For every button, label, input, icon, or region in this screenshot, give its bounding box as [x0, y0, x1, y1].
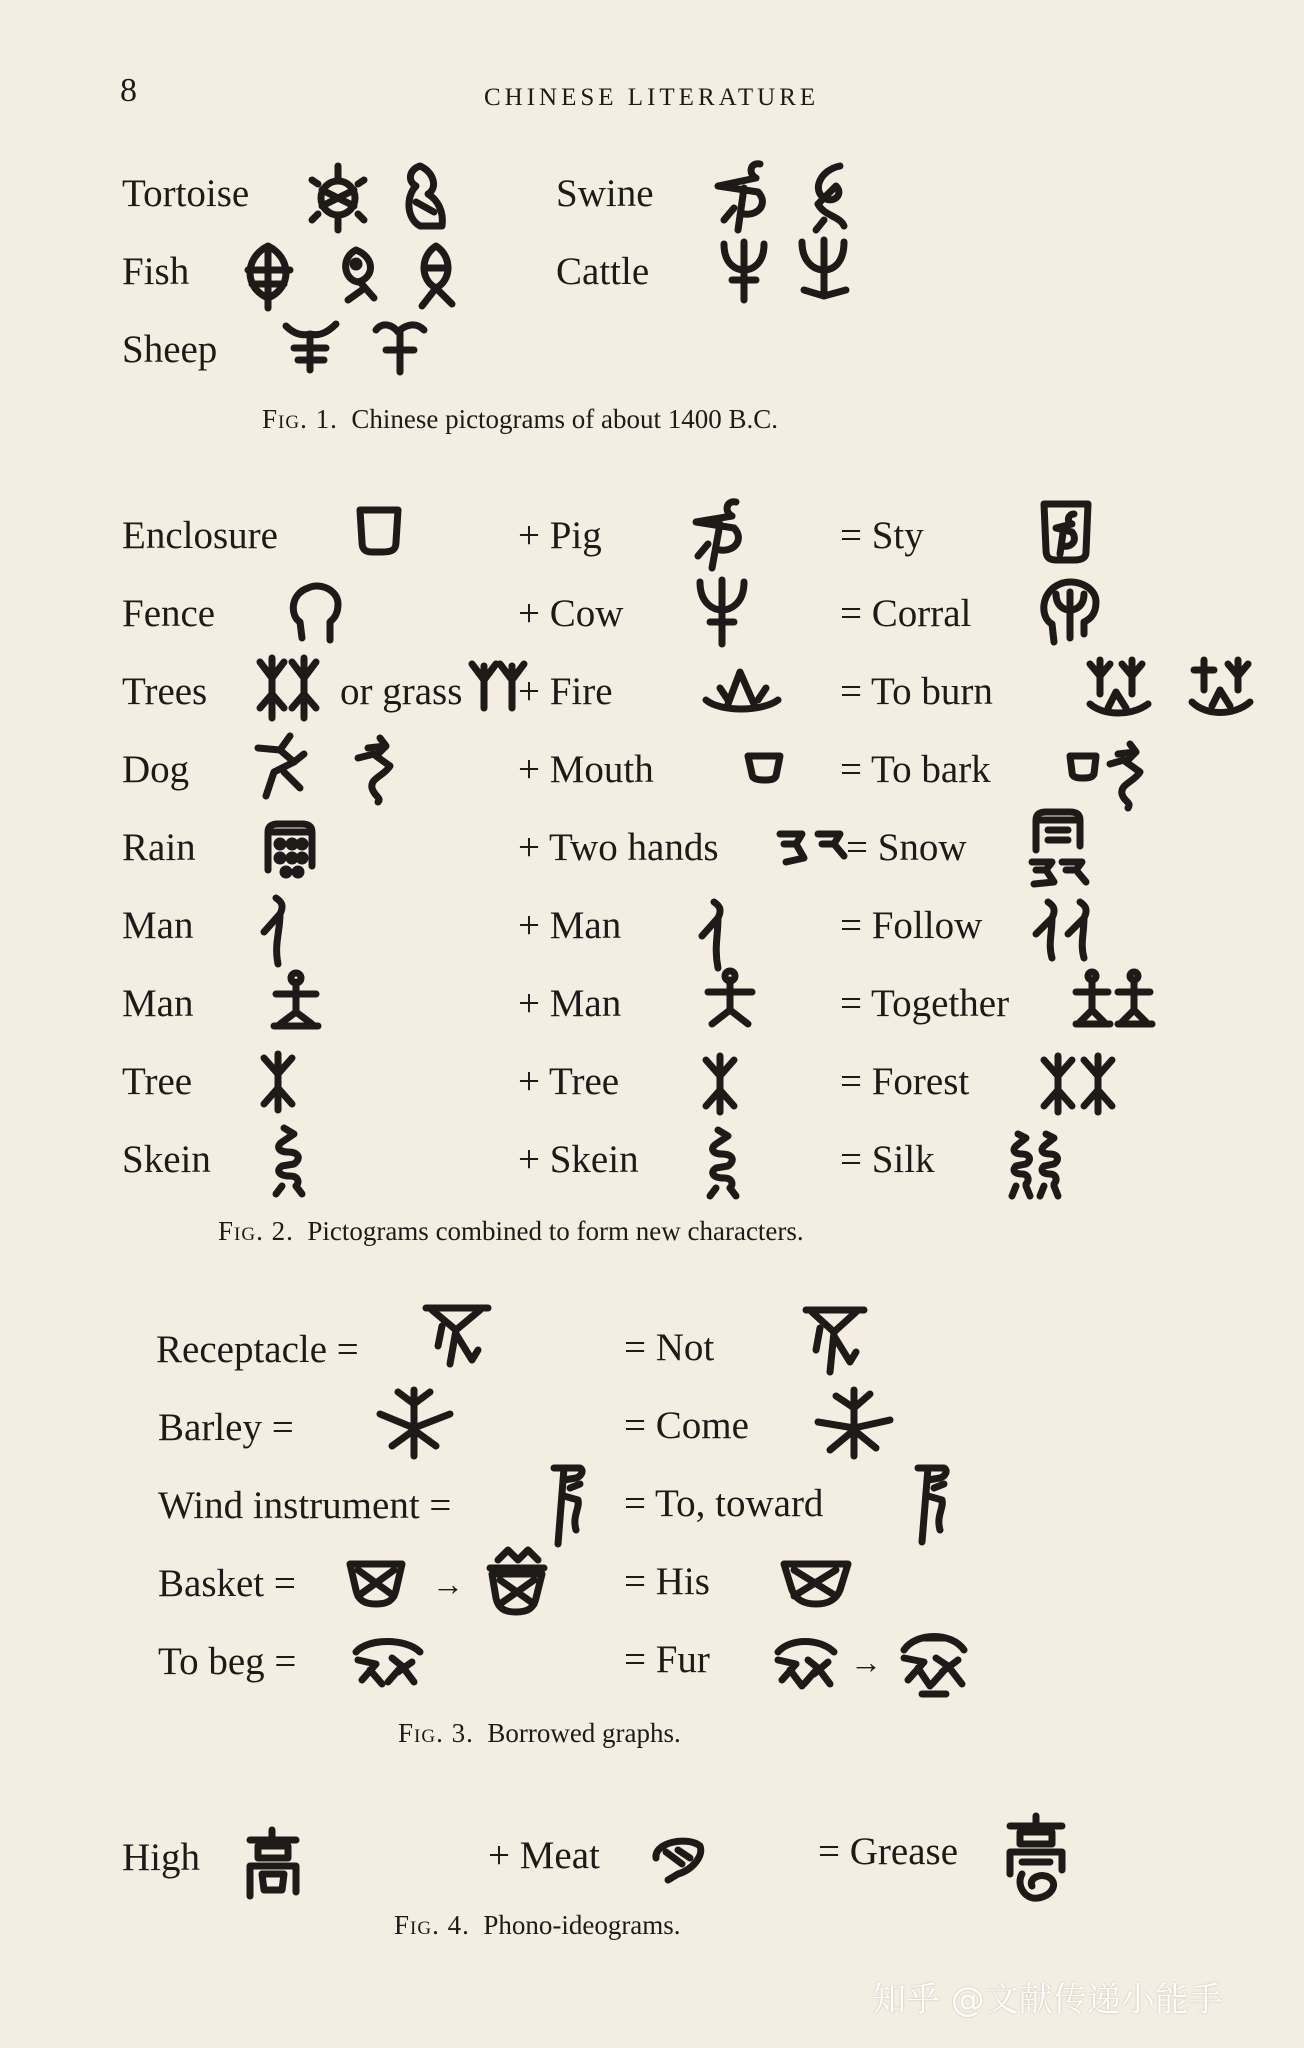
fig2-row4-c: = To bark [840, 748, 991, 791]
come-glyph-icon [810, 1384, 896, 1460]
fig2-row3-a: Trees [122, 670, 208, 713]
to-beg-glyph-icon [348, 1632, 428, 1690]
together-glyph-icon [1072, 968, 1158, 1030]
fig3-row4-c: = His [624, 1560, 710, 1603]
to-bark-glyph-icon [1064, 740, 1158, 810]
fig2-row6-a: Man [122, 904, 194, 947]
dog-glyph-icon [250, 730, 310, 802]
fig3-row5-c: = Fur [624, 1638, 710, 1681]
fig1-label-sheep: Sheep [122, 328, 218, 371]
fig1-label-tortoise: Tortoise [122, 172, 250, 215]
fence-glyph-icon [286, 578, 346, 644]
fig2-row7-a: Man [122, 982, 194, 1025]
two-hands-glyph-icon [776, 826, 850, 866]
fur-glyph-alt-icon [894, 1624, 974, 1702]
fig3-row5-a: To beg = [158, 1640, 297, 1683]
swine-glyph-alt-icon [800, 160, 856, 234]
fig2-row8-a: Tree [122, 1060, 193, 1103]
fig2-row6-c: = Follow [840, 904, 983, 947]
fig2-row6-b: + Man [518, 904, 622, 947]
fig2-row4-b: + Mouth [518, 748, 654, 791]
fig2-row2-b: + Cow [518, 592, 624, 635]
man-standing-glyph-alt-icon [700, 966, 762, 1032]
fig4-caption-text: Phono-ideograms. [483, 1910, 681, 1940]
fig2-row5-b: + Two hands [518, 826, 719, 869]
fig3-caption-label: Fig. 3. [398, 1718, 474, 1748]
receptacle-glyph-icon [420, 1300, 494, 1372]
grass-glyph-icon [466, 656, 530, 712]
fig3-row1-c: = Not [624, 1326, 715, 1369]
fig2-row3-a2: or grass [340, 670, 463, 713]
fig2-row1-a: Enclosure [122, 514, 278, 557]
fig2-row7-b: + Man [518, 982, 622, 1025]
basket-glyph-alt-icon [484, 1544, 550, 1618]
fig3-row1-a: Receptacle = [156, 1328, 359, 1371]
barley-glyph-icon [372, 1384, 458, 1460]
fig2-row3-b: + Fire [518, 670, 613, 713]
fig2-row3-c: = To burn [840, 670, 993, 713]
fig3-row2-a: Barley = [158, 1406, 294, 1449]
basket-glyph-icon [344, 1556, 408, 1612]
follow-glyph-icon [1030, 896, 1102, 962]
cow-glyph-icon [694, 574, 750, 648]
fig4-c: = Grease [818, 1830, 959, 1873]
to-burn-glyph-alt-icon [1186, 654, 1256, 720]
man-standing-glyph-icon [268, 968, 324, 1030]
fig2-row8-c: = Forest [840, 1060, 970, 1103]
fig2-row4-a: Dog [122, 748, 190, 791]
tree-glyph-icon [256, 1048, 300, 1114]
man-glyph-icon [254, 892, 296, 968]
high-glyph-icon [242, 1826, 304, 1900]
skein-glyph-alt-icon [702, 1124, 744, 1200]
fig4-caption-label: Fig. 4. [394, 1910, 470, 1940]
fish-glyph-third-icon [412, 240, 460, 312]
fig1-label-swine: Swine [556, 172, 654, 215]
tortoise-glyph-icon [308, 160, 368, 234]
fig3-row3-a: Wind instrument = [158, 1484, 452, 1527]
fig2-row7-c: = Together [840, 982, 1010, 1025]
trees-glyph-icon [252, 652, 324, 722]
to-burn-glyph-icon [1084, 654, 1154, 720]
fig3-arrow-fur: → [850, 1644, 882, 1680]
swine-glyph-icon [710, 158, 776, 234]
fig2-row1-b: + Pig [518, 514, 602, 557]
cattle-glyph-icon [718, 236, 770, 304]
his-glyph-icon [778, 1556, 854, 1612]
wind-instrument-glyph-icon [540, 1460, 592, 1548]
fig2-row5-c: = Snow [846, 826, 967, 869]
fig1-caption-label: Fig. 1. [262, 404, 338, 434]
not-glyph-icon [800, 1302, 870, 1378]
fig2-row9-a: Skein [122, 1138, 211, 1181]
fig3-caption-text: Borrowed graphs. [487, 1718, 681, 1748]
fig2-row1-c: = Sty [840, 514, 924, 557]
fish-glyph-alt-icon [336, 244, 382, 306]
dog-glyph-alt-icon [350, 732, 398, 806]
corral-glyph-icon [1036, 574, 1102, 650]
tortoise-glyph-alt-icon [398, 160, 448, 234]
fire-glyph-icon [700, 660, 784, 716]
fig3-arrow-basket: → [432, 1566, 464, 1602]
fig2-row9-c: = Silk [840, 1138, 935, 1181]
snow-glyph-icon [1026, 806, 1090, 888]
fur-glyph-icon [770, 1630, 842, 1696]
sheep-glyph-icon [280, 316, 342, 374]
sheep-glyph-alt-icon [370, 316, 430, 376]
fig3-row3-c: = To, toward [624, 1482, 824, 1525]
mouth-glyph-icon [742, 748, 786, 786]
fig3-row4-a: Basket = [158, 1562, 296, 1605]
grease-glyph-icon [1002, 1812, 1070, 1908]
fig2-caption-label: Fig. 2. [218, 1216, 294, 1246]
fig1-caption-text: Chinese pictograms of about 1400 B.C. [351, 404, 779, 434]
watermark: 知乎 @文献传递小能手 [872, 1980, 1223, 2020]
fig3-row2-c: = Come [624, 1404, 749, 1447]
sty-glyph-icon [1034, 496, 1098, 566]
page-number: 8 [120, 72, 137, 109]
fig1-label-fish: Fish [122, 250, 190, 293]
fig1-label-cattle: Cattle [556, 250, 650, 293]
meat-glyph-icon [648, 1832, 708, 1884]
rain-glyph-icon [260, 818, 318, 880]
fig2-row8-b: + Tree [518, 1060, 620, 1103]
fish-glyph-icon [238, 240, 300, 312]
fig2-caption-text: Pictograms combined to form new characters. [307, 1216, 804, 1246]
forest-glyph-icon [1036, 1050, 1122, 1116]
fig2-row2-c: = Corral [840, 592, 972, 635]
fig2-row5-a: Rain [122, 826, 196, 869]
fig3-caption [398, 1720, 681, 1747]
enclosure-glyph-icon [352, 502, 406, 558]
pig-glyph-icon [688, 496, 752, 572]
to-toward-glyph-icon [906, 1460, 956, 1548]
running-head: CHINESE LITERATURE [484, 84, 820, 111]
silk-glyph-icon [1006, 1128, 1070, 1204]
fig4-a: High [122, 1836, 200, 1879]
fig4-caption [394, 1912, 681, 1939]
skein-glyph-icon [268, 1122, 310, 1198]
fig2-row2-a: Fence [122, 592, 216, 635]
fig4-b: + Meat [488, 1834, 600, 1877]
fig2-caption [218, 1218, 804, 1245]
fig1-caption [262, 406, 778, 433]
cattle-glyph-alt-icon [796, 236, 850, 302]
man-glyph-alt-icon [694, 896, 736, 972]
fig2-row9-b: + Skein [518, 1138, 639, 1181]
tree-glyph-alt-icon [698, 1050, 744, 1116]
